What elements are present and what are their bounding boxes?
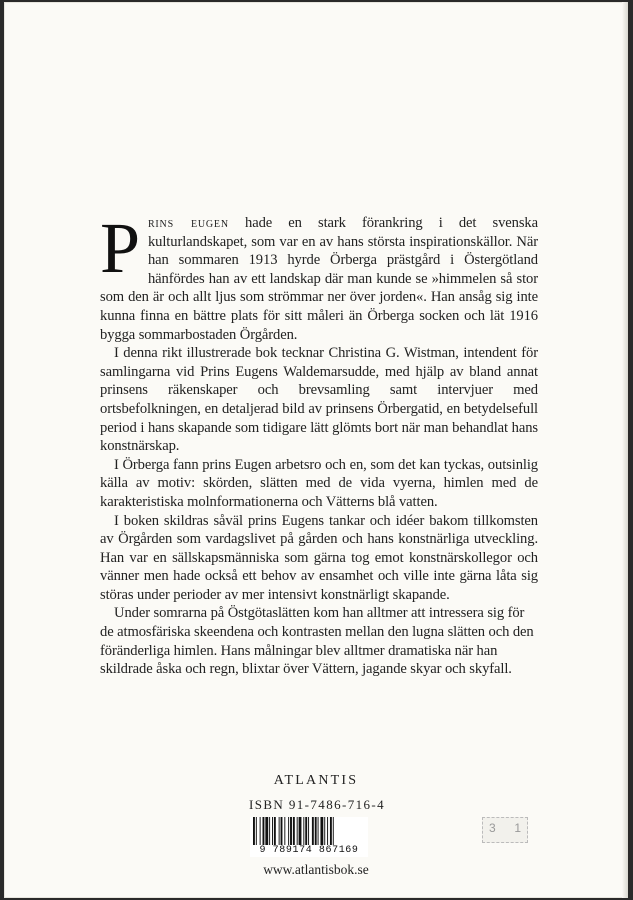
barcode-bar	[290, 817, 292, 847]
price-sticker	[482, 817, 528, 843]
blurb-paragraph-3: I Örberga fann prins Eugen arbetsro och en, som det kan tyckas, outsinlig källa av motiv: skörden, slätten med de vida vyerna, himlen med de karakteristiska molnformationerna och Vätterns blå vatten.	[100, 456, 538, 510]
barcode-bar	[327, 817, 328, 847]
barcode-bar	[297, 817, 298, 847]
isbn-number: ISBN 91-7486-716-4	[249, 797, 386, 812]
barcode-bar	[281, 817, 283, 847]
drop-cap: P	[100, 208, 140, 288]
blurb-paragraph-4: I boken skildras såväl prins Eugens tankar och idéer bakom tillkomsten av Örgården som vardagslivet på gården och hans konstnärliga utveckling. Han var en sällskapsmänniska som gärna tog emot konstnärskollegor och vänner men hade också ett behov av ensamhet och ville inte gärna låta sig störas under perioder av mer intensivt konstnärligt skapande.	[100, 512, 538, 603]
publisher-name: ATLANTIS	[273, 773, 359, 788]
barcode-bar	[269, 817, 270, 847]
blurb-paragraph-5: Under somrarna på Östgötaslätten kom han alltmer att intressera sig för de atmosfäriska skeendena och kontrasten mellan den lugna slätten och den föränderliga himlen. Hans målningar blev alltmer dramatiska när han skildrade åska och regn, blixtar över Vättern, jagande skyar och skyfall.	[100, 605, 534, 678]
barcode-bar	[312, 817, 314, 847]
publisher-website: www.atlantisbok.se	[263, 862, 369, 877]
barcode-bar	[308, 817, 309, 847]
sticker-right-digit: 1	[514, 821, 521, 835]
sticker-left-digit: 3	[489, 821, 496, 835]
book-back-cover	[4, 2, 628, 898]
barcode-bar	[265, 817, 268, 847]
blurb-paragraph-1	[100, 208, 538, 344]
barcode-bars	[250, 817, 368, 847]
barcode-bar	[274, 817, 276, 847]
blurb-paragraph-2: I denna rikt illustrerade bok tecknar Christina G. Wistman, intendent för samlingarna vid Prins Eugens Waldemarsudde, med hjälp av bland annat prinsens räkenskaper och brevsamling samt intervjuer med ortsbefolkningen, en detaljerad bild av prinsens Örbergatid, en betydelsefull period i hans skapande som tidigare lätt glömts bort när man behandlat hans konstnärskap.	[100, 345, 538, 455]
barcode-digits: 9 789174 867169	[250, 845, 368, 857]
barcode-bar	[284, 817, 285, 847]
barcode-bar	[263, 817, 265, 847]
barcode-bar	[330, 817, 332, 847]
barcode-bar	[288, 817, 289, 847]
blurb-text	[100, 208, 538, 679]
barcode-bar	[299, 817, 302, 847]
barcode-bar	[324, 817, 325, 847]
barcode-bar	[320, 817, 323, 847]
barcode-bar	[256, 817, 257, 847]
barcode-bar	[293, 817, 295, 847]
barcode-bar	[318, 817, 319, 847]
barcode-bar	[333, 817, 334, 847]
barcode-bar	[272, 817, 273, 847]
paragraph-1-text: hade en stark förankring i det svenska kulturlandskapet, som var en av hans största inspirationskällor. När han sommaren 1913 hyrde Örberga prästgård i Östergötland hänfördes han av ett landskap där man kunde se »himmelen så stor som den är och allt ljus som strömmar ner över jorden«. Han ansåg sig inte kunna finna en bättre plats för sitt måleri än Örberga socken och lät 1916 bygga sommarbostaden Örgården.	[100, 215, 538, 343]
barcode-bar	[279, 817, 280, 847]
barcode-bar	[303, 817, 304, 847]
barcode-bar	[305, 817, 307, 847]
barcode-bar	[260, 817, 261, 847]
barcode-bar	[315, 817, 317, 847]
barcode-bar	[253, 817, 255, 847]
lead-in: rins eugen	[147, 215, 229, 231]
page-edge-shadow	[622, 2, 628, 898]
